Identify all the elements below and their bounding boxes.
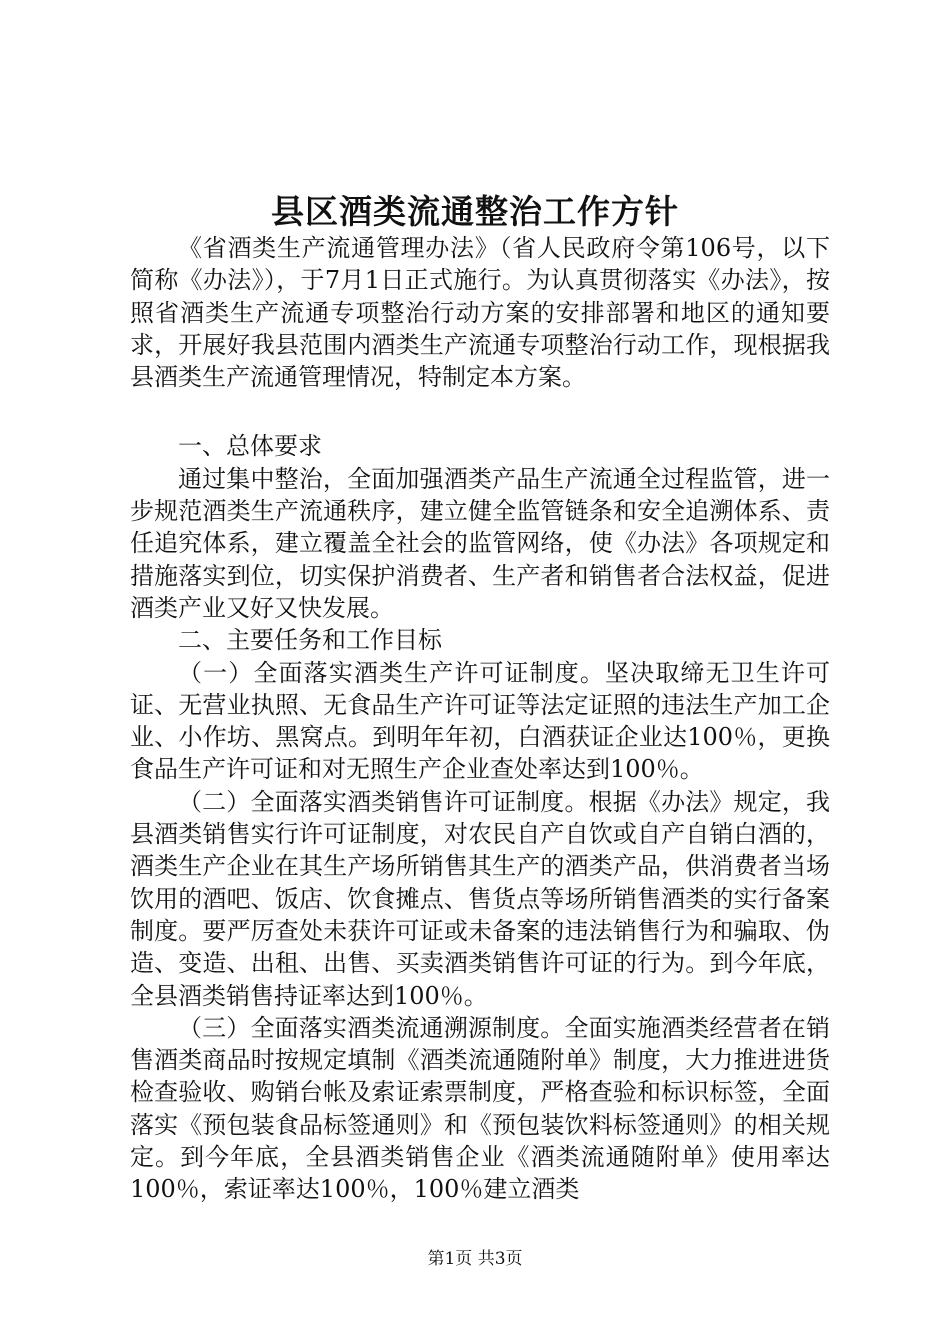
task-item-3: （三）全面落实酒类流通溯源制度。全面实施酒类经营者在销售酒类商品时按规定填制《酒类流通随附单》制度，大力推进进货检查验收、购销台帐及索证索票制度，严格查验和标识标签，全面落实《预包装食品标签通则》和《预包装饮料标签通则》的相关规定。到今年底，全县酒类销售企业《酒类流通随附单》使用率达100％，索证率达100％，100％建立酒类 (130, 1013, 830, 1204)
section-1-paragraph: 通过集中整治，全面加强酒类产品生产流通全过程监管，进一步规范酒类生产流通秩序，建立健全监管链条和安全追溯体系、责任追究体系，建立覆盖全社会的监管网络，使《办法》各项规定和措施落实到位，切实保护消费者、生产者和销售者合法权益，促进酒类产业又好又快发展。 (130, 464, 830, 622)
section-heading-1: 一、总体要求 (178, 432, 322, 461)
paragraph-gap (130, 393, 830, 430)
section-heading-2: 二、主要任务和工作目标 (178, 626, 442, 655)
task-item-1: （一）全面落实酒类生产许可证制度。坚决取缔无卫生许可证、无营业执照、无食品生产许可证等法定证照的违法生产加工企业、小作坊、黑窝点。到明年年初，白酒获证企业达100％，更换食品生产许可证和对无照生产企业查处率达到100％。 (130, 658, 830, 784)
task-item-2: （二）全面落实酒类销售许可证制度。根据《办法》规定，我县酒类销售实行许可证制度，对农民自产自饮或自产自销白酒的，酒类生产企业在其生产场所销售其生产的酒类产品，供消费者当场饮用的酒吧、饭店、饮食摊点、售货点等场所销售酒类的实行备案制度。要严厉查处未获许可证或未备案的违法销售行为和骗取、伪造、变造、出租、出售、买卖酒类销售许可证的行为。到今年底，全县酒类销售持证率达到100％。 (130, 787, 830, 1010)
intro-paragraph: 《省酒类生产流通管理办法》（省人民政府令第106号，以下简称《办法》），于7月1日正式施行。为认真贯彻落实《办法》，按照省酒类生产流通专项整治行动方案的安排部署和地区的通知要求，开展好我县范围内酒类生产流通专项整治行动工作，现根据我县酒类生产流通管理情况，特制定本方案。 (130, 234, 830, 392)
document-title: 县区酒类流通整治工作方针 (271, 192, 679, 231)
document-body (130, 232, 830, 1206)
page-number: 第1页 共3页 (427, 1249, 523, 1269)
